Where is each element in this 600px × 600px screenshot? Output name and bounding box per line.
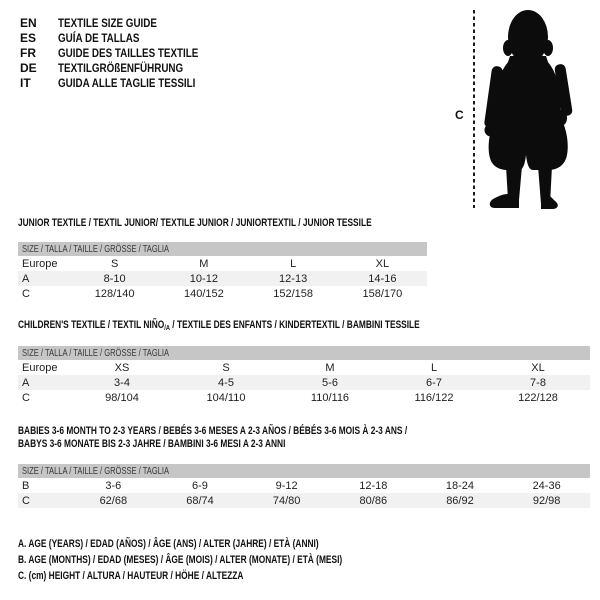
babies-title-line2: BABYS 3-6 MONATE BIS 2-3 JAHRE / BAMBINI 3-6 MESI A 2-3 ANNI [18, 438, 286, 450]
children-table-title-text [18, 319, 420, 334]
language-label: GUIDE DES TAILLES TEXTILE [58, 46, 199, 60]
cell: S [110, 257, 119, 270]
row-label: C [22, 494, 30, 507]
cell: 12-18 [359, 479, 388, 492]
language-code: EN [20, 16, 37, 30]
legend-notes [18, 536, 445, 584]
note-age-months [18, 552, 445, 568]
language-row [20, 46, 229, 61]
language-code: IT [20, 76, 31, 90]
cell: 98/104 [105, 391, 139, 404]
toddler-silhouette-icon [482, 8, 577, 210]
size-header-bar [18, 242, 427, 256]
height-dashed-line [473, 10, 475, 208]
cell: 6-7 [426, 376, 442, 389]
cell: 6-9 [192, 479, 208, 492]
junior-table-title [18, 217, 483, 230]
cell: S [222, 361, 230, 374]
language-code: DE [20, 61, 37, 75]
cell: 140/152 [183, 287, 224, 300]
junior-table-title-text: JUNIOR TEXTILE / TEXTIL JUNIOR/ TEXTILE JUNIOR / JUNIORTEXTIL / JUNIOR TESSILE [18, 217, 372, 229]
cell: 7-8 [530, 376, 546, 389]
cell: XL [375, 257, 390, 270]
cell: 92/98 [532, 494, 561, 507]
table-row-age-months [18, 478, 590, 493]
language-title-list [20, 16, 229, 91]
babies-table-title [18, 425, 530, 451]
cell: 80/86 [359, 494, 388, 507]
cell: 116/122 [414, 391, 454, 404]
row-label: Europe [22, 257, 58, 270]
row-label: A [22, 376, 30, 389]
row-label: B [22, 479, 30, 492]
title-post: / TEXTILE DES ENFANTS / KINDERTEXTIL / BAMBINI TESSILE [169, 319, 420, 331]
note-text: A. AGE (YEARS) / EDAD (AÑOS) / ÂGE (ANS) / ALTER (JAHRE) / ETÀ (ANNI) [18, 538, 319, 550]
table-row-europe [18, 360, 590, 375]
cell: XL [531, 361, 545, 374]
cell: 24-36 [532, 479, 561, 492]
row-label: C [22, 287, 30, 300]
title-pre: CHILDREN'S TEXTILE / TEXTIL NIÑO [18, 319, 165, 331]
cell: M [325, 361, 335, 374]
cell: 10-12 [189, 272, 218, 285]
language-label: TEXTILE SIZE GUIDE [58, 16, 157, 30]
cell: 18-24 [445, 479, 475, 492]
row-label: A [22, 272, 30, 285]
note-age-years [18, 536, 445, 552]
language-row [20, 76, 229, 91]
row-label: Europe [22, 361, 58, 374]
title-subscript: /A [164, 323, 170, 332]
cell: XS [114, 361, 130, 374]
table-row-height [18, 390, 590, 405]
cell: L [430, 361, 438, 374]
baby-figure [484, 10, 573, 209]
language-row [20, 31, 229, 46]
note-text: C. (cm) HEIGHT / ALTURA / HAUTEUR / HÖHE / ALTEZZA [18, 570, 244, 582]
cell: 8-10 [103, 272, 126, 285]
cell: 68/74 [186, 494, 214, 507]
cell: 5-6 [322, 376, 338, 389]
cell: 4-5 [218, 376, 234, 389]
table-row-europe [18, 256, 427, 271]
cell: 12-13 [279, 272, 308, 285]
babies-title-line1: BABIES 3-6 MONTH TO 2-3 YEARS / BEBÉS 3-6 MESES A 2-3 AÑOS / BÉBÉS 3-6 MOIS À 2-3 ANS / [18, 425, 408, 437]
cell: 110/116 [310, 391, 350, 404]
cell: 152/158 [273, 287, 313, 300]
size-header-label: SIZE / TALLA / TAILLE / GRÖSSE / TAGLIA [22, 465, 170, 477]
children-size-table [18, 346, 590, 405]
cell: 9-12 [275, 479, 298, 492]
height-marker-label: C [455, 108, 464, 122]
language-row [20, 16, 229, 31]
size-header-label: SIZE / TALLA / TAILLE / GRÖSSE / TAGLIA [22, 347, 170, 359]
table-row-height [18, 286, 427, 301]
junior-size-table [18, 242, 427, 301]
cell: 62/68 [99, 494, 128, 507]
note-text: B. AGE (MONTHS) / EDAD (MESES) / ÂGE (MOIS) / ALTER (MONATE) / ETÀ (MESI) [18, 554, 343, 566]
table-row-height [18, 493, 590, 508]
cell: 3-4 [114, 376, 130, 389]
table-row-age [18, 271, 427, 286]
cell: 104/110 [206, 391, 246, 404]
cell: 74/80 [272, 494, 301, 507]
cell: 3-6 [105, 479, 122, 492]
language-code: FR [20, 46, 36, 60]
size-header-label: SIZE / TALLA / TAILLE / GRÖSSE / TAGLIA [22, 243, 170, 255]
language-row [20, 61, 229, 76]
cell: 128/140 [94, 287, 135, 300]
cell: 14-16 [368, 272, 397, 285]
cell: 122/128 [518, 391, 558, 404]
size-header-bar [18, 464, 590, 478]
cell: M [199, 257, 209, 270]
language-code: ES [20, 31, 37, 45]
babies-size-table [18, 464, 590, 508]
cell: 86/92 [446, 494, 474, 507]
note-height-cm [18, 568, 445, 584]
table-row-age [18, 375, 590, 390]
language-label: GUIDA ALLE TAGLIE TESSILI [58, 76, 196, 90]
cell: 158/170 [362, 287, 403, 300]
language-label: GUÍA DE TALLAS [58, 31, 140, 45]
cell: L [290, 257, 297, 270]
size-header-bar [18, 346, 590, 360]
children-table-title [18, 319, 547, 334]
row-label: C [22, 391, 30, 404]
language-label: TEXTILGRÖßENFÜHRUNG [58, 61, 184, 75]
